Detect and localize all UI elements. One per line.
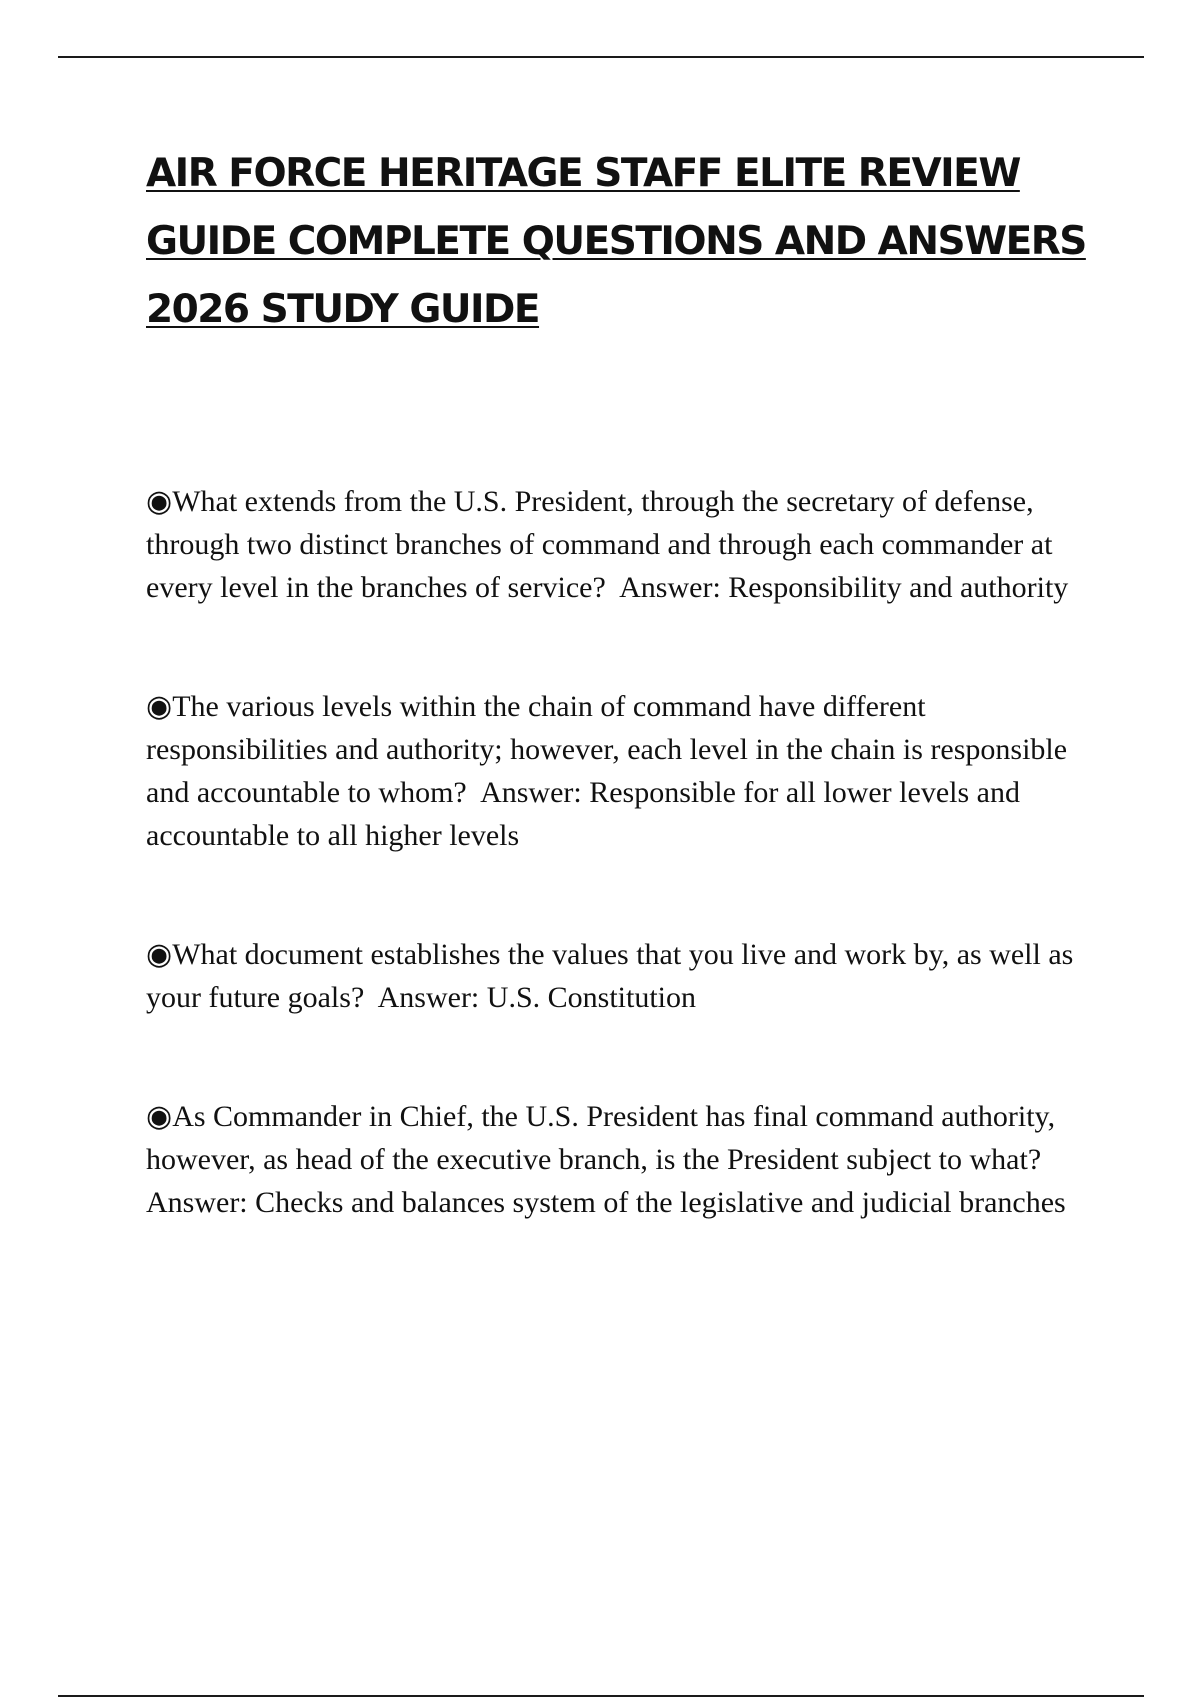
answer-text: U.S. Constitution: [486, 981, 696, 1014]
question-text: The various levels within the chain of command have different responsibilities and authority; however, each level in the chain is responsible and accountable to whom?: [146, 690, 1068, 809]
answer-text: Checks and balances system of the legislative and judicial branches: [255, 1186, 1066, 1219]
question-text: As Commander in Chief, the U.S. President has final command authority, however, as head of the executive branch, is the President subject to what?: [146, 1100, 1056, 1176]
bullet-icon: ◉: [146, 485, 173, 518]
bottom-divider: [58, 1695, 1144, 1697]
bullet-icon: ◉: [146, 1100, 173, 1133]
answer-text: Responsible for all lower levels and accountable to all higher levels: [146, 776, 1020, 852]
bullet-icon: ◉: [146, 938, 173, 971]
qa-item: [146, 480, 1096, 609]
answer-label: Answer:: [619, 571, 721, 604]
question-text: What extends from the U.S. President, through the secretary of defense, through two distinct branches of command and through each commander at every level in the branches of service?: [146, 485, 1053, 604]
qa-list: [146, 480, 1106, 1300]
answer-label: Answer:: [146, 1186, 248, 1219]
qa-item: [146, 685, 1096, 857]
top-divider: [58, 56, 1144, 58]
answer-label: Answer:: [480, 776, 582, 809]
question-text: What document establishes the values that you live and work by, as well as your future goals?: [146, 938, 1074, 1014]
qa-item: [146, 1095, 1096, 1224]
bullet-icon: ◉: [146, 690, 173, 723]
answer-label: Answer:: [377, 981, 480, 1014]
page-title: AIR FORCE HERITAGE STAFF ELITE REVIEW GUIDE COMPLETE QUESTIONS AND ANSWERS 2026 STUDY GUIDE: [146, 151, 1086, 332]
qa-item: [146, 933, 1096, 1019]
answer-text: Responsibility and authority: [728, 571, 1069, 604]
